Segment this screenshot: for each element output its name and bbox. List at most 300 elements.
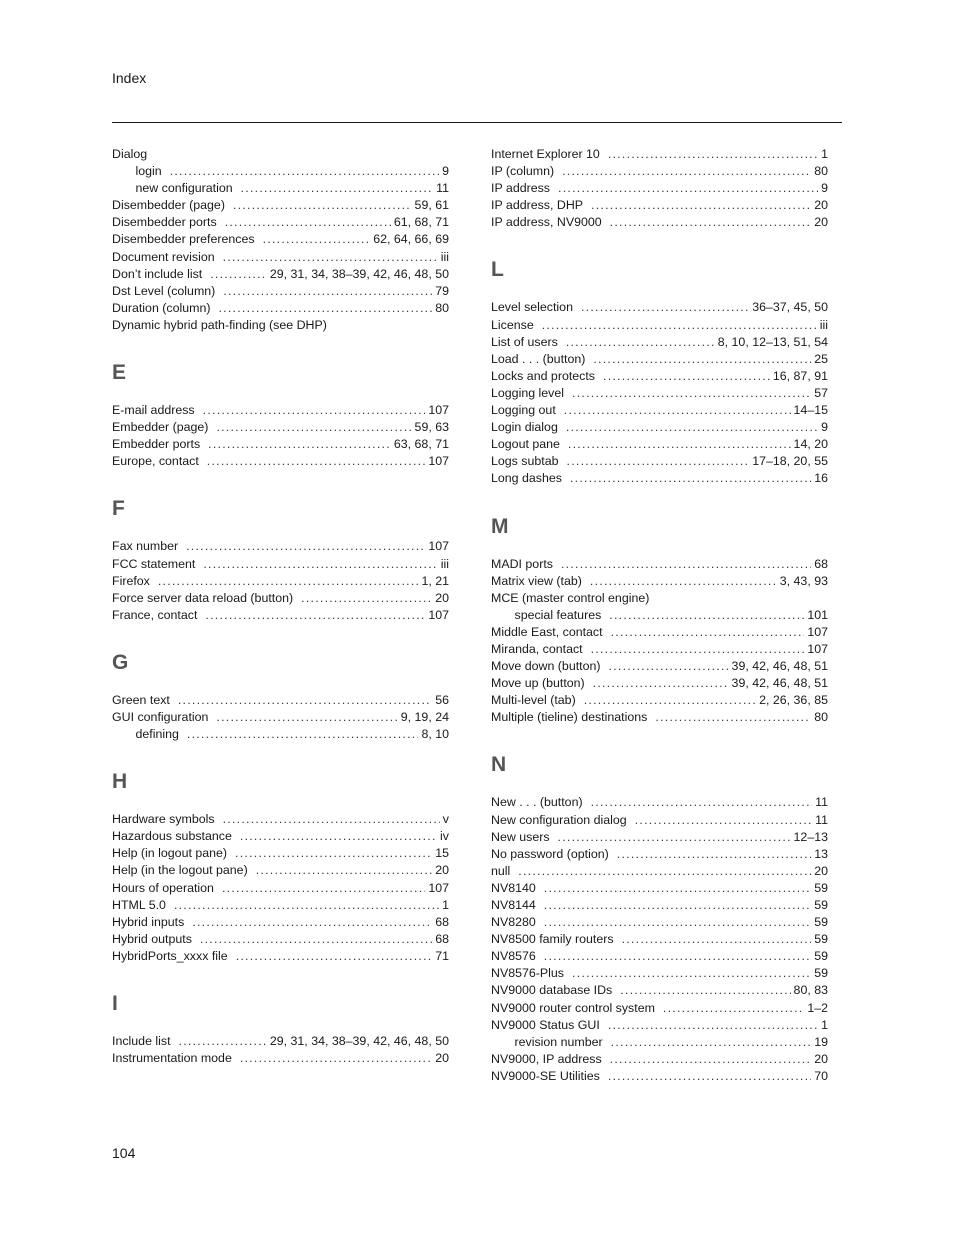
dot-leader [203, 402, 426, 419]
entry-page-numbers: 8, 10 [421, 727, 449, 742]
entry-term: NV9000 database IDs [491, 983, 613, 998]
entry-page-numbers: 107 [428, 607, 449, 622]
dot-leader [203, 556, 437, 573]
dot-leader [591, 641, 805, 658]
dot-leader [610, 214, 812, 231]
index-entry [491, 863, 828, 880]
entry-term: Document revision [112, 249, 215, 264]
index-entry [491, 709, 828, 726]
index-entry [491, 317, 828, 334]
dot-leader [655, 709, 811, 726]
index-entry [491, 163, 828, 180]
entry-term: License [491, 317, 534, 332]
index-entry [491, 1051, 828, 1068]
entry-page-numbers: 13 [814, 846, 828, 861]
entry-page-numbers: 19 [814, 1034, 828, 1049]
entry-page-numbers: 14, 20 [793, 437, 828, 452]
index-entry [112, 197, 449, 214]
entry-page-numbers: v [442, 812, 449, 827]
index-entry [112, 231, 449, 248]
entry-page-numbers: 14–15 [793, 403, 828, 418]
entry-page-numbers: 17–18, 20, 55 [752, 454, 828, 469]
entry-page-numbers: 29, 31, 34, 38–39, 42, 46, 48, 50 [269, 1034, 449, 1048]
entry-page-numbers: 3, 43, 93 [779, 573, 828, 588]
entry-page-numbers: 101 [807, 607, 828, 622]
index-section [491, 255, 828, 487]
dot-leader [561, 556, 811, 573]
dot-leader [223, 249, 438, 266]
entry-page-numbers: 59, 63 [414, 420, 449, 435]
dot-leader [158, 573, 419, 590]
entry-term: Multi-level (tab) [491, 693, 576, 708]
entry-term: Move up (button) [491, 676, 585, 691]
index-entry [112, 897, 449, 914]
index-entry [491, 334, 828, 351]
entry-term: Hours of operation [112, 880, 214, 895]
dot-leader [174, 897, 439, 914]
entry-page-numbers: 1 [442, 897, 449, 912]
entry-term: Load . . . (button) [491, 351, 586, 366]
index-entry [491, 692, 828, 709]
entry-term: Disembedder preferences [112, 232, 255, 247]
entry-term: Internet Explorer 10 [491, 147, 600, 161]
index-section [491, 512, 828, 727]
index-entry [112, 948, 449, 965]
dot-leader [608, 146, 818, 163]
entry-term: France, contact [112, 607, 198, 622]
entry-page-numbers: 59 [814, 880, 828, 895]
entry-page-numbers: 2, 26, 36, 85 [759, 693, 828, 708]
dot-leader [608, 1068, 811, 1085]
entry-term: FCC statement [112, 556, 196, 571]
entry-page-numbers: 1 [821, 147, 828, 161]
dot-leader [518, 863, 811, 880]
dot-leader [593, 351, 811, 368]
index-section [112, 989, 449, 1067]
dot-leader [240, 1050, 432, 1067]
dot-leader [622, 931, 812, 948]
entry-page-numbers: 36–37, 45, 50 [752, 300, 828, 315]
entry-page-numbers: 68 [435, 931, 449, 946]
section-letter-heading: G [112, 650, 129, 674]
index-entry [491, 624, 828, 641]
dot-leader [611, 1034, 812, 1051]
dot-leader [216, 419, 411, 436]
index-entry [491, 453, 828, 470]
page-number: 104 [112, 1145, 136, 1161]
entry-page-numbers: 68 [814, 556, 828, 571]
section-letter-heading: H [112, 770, 128, 794]
index-entry [491, 180, 828, 197]
entry-term: Miranda, contact [491, 641, 583, 656]
entry-page-numbers: 12–13 [793, 829, 828, 844]
dot-leader [263, 231, 371, 248]
index-section [112, 494, 449, 623]
index-entry [491, 948, 828, 965]
entry-page-numbers: 1 [821, 1017, 828, 1032]
entry-page-numbers: 59, 61 [414, 198, 449, 213]
entry-term: NV8576-Plus [491, 966, 565, 981]
entry-page-numbers: 11 [815, 795, 828, 810]
entry-term: IP address, NV9000 [491, 215, 602, 230]
dot-leader [544, 914, 811, 931]
entry-term: null [491, 863, 511, 878]
index-entry [491, 299, 828, 316]
section-letter-heading: I [112, 992, 118, 1015]
entry-term: NV9000 Status GUI [491, 1017, 600, 1032]
entry-page-numbers: 80 [814, 164, 828, 179]
index-entry [491, 914, 828, 931]
index-section [491, 146, 828, 231]
index-entry [112, 317, 449, 334]
entry-page-numbers: 20 [814, 215, 828, 230]
dot-leader [218, 300, 432, 317]
entry-term: Hardware symbols [112, 812, 215, 827]
entry-term: MCE (master control engine) [491, 590, 650, 605]
dot-leader [591, 197, 811, 214]
index-entry [491, 146, 828, 163]
section-letter-heading: N [491, 753, 507, 777]
entry-term: Force server data reload (button) [112, 590, 294, 605]
dot-leader [572, 385, 811, 402]
entry-term: IP address [491, 181, 551, 196]
dot-leader [223, 283, 432, 300]
index-section [112, 767, 449, 965]
dot-leader [568, 436, 791, 453]
entry-term: New users [491, 829, 550, 844]
entry-term: Move down (button) [491, 659, 601, 674]
entry-page-numbers: 107 [428, 539, 449, 554]
index-entry [112, 1050, 449, 1067]
index-entry [491, 658, 828, 675]
index-entry [491, 436, 828, 453]
dot-leader [635, 812, 812, 829]
entry-term: Logout pane [491, 437, 560, 452]
dot-leader [566, 334, 715, 351]
entry-page-numbers: 79 [435, 283, 449, 298]
index-entry [491, 402, 828, 419]
section-letter-heading: F [112, 497, 125, 521]
entry-term: No password (option) [491, 846, 609, 861]
entry-term: Disembedder ports [112, 215, 217, 230]
entry-term: NV8140 [491, 880, 536, 895]
entry-page-numbers: 68 [435, 914, 449, 929]
index-entry [491, 1017, 828, 1034]
entry-term: Level selection [491, 300, 573, 315]
dot-leader [567, 453, 750, 470]
index-entry [112, 811, 449, 828]
entry-page-numbers: 20 [814, 198, 828, 213]
entry-term: Hybrid outputs [112, 931, 192, 946]
index-entry [112, 266, 449, 283]
dot-leader [301, 590, 432, 607]
dot-leader [558, 180, 818, 197]
dot-leader [233, 197, 412, 214]
index-section [112, 648, 449, 743]
index-entry [112, 283, 449, 300]
entry-page-numbers: 1–2 [807, 1000, 828, 1015]
entry-term: HybridPorts_xxxx file [112, 948, 228, 963]
index-entry [491, 965, 828, 982]
dot-leader [207, 453, 426, 470]
dot-leader [210, 266, 267, 283]
index-entry [112, 692, 449, 709]
entry-page-numbers: 9 [442, 164, 449, 179]
index-section [112, 146, 449, 334]
index-column-right [491, 146, 828, 1085]
index-entry [491, 1068, 828, 1085]
index-entry [112, 556, 449, 573]
dot-leader [570, 470, 811, 487]
entry-page-numbers: 61, 68, 71 [393, 215, 449, 230]
dot-leader [572, 965, 811, 982]
entry-term: Hazardous substance [112, 829, 232, 844]
index-column-left [112, 146, 449, 1067]
dot-leader [256, 862, 433, 879]
index-entry [491, 829, 828, 846]
dot-leader [240, 828, 437, 845]
entry-term: NV9000, IP address [491, 1051, 602, 1066]
entry-page-numbers: 107 [807, 641, 828, 656]
entry-page-numbers: iii [440, 249, 449, 264]
dot-leader [581, 299, 749, 316]
dot-leader [235, 845, 432, 862]
entry-term: Middle East, contact [491, 624, 603, 639]
entry-term: Help (in logout pane) [112, 846, 228, 861]
entry-page-numbers: 11 [436, 181, 449, 196]
entry-page-numbers: 1, 21 [421, 573, 449, 588]
entry-term: NV8280 [491, 915, 536, 930]
entry-term: Don’t include list [112, 266, 203, 281]
entry-term: Matrix view (tab) [491, 573, 582, 588]
index-entry [112, 1033, 449, 1050]
entry-page-numbers: 16 [814, 471, 828, 486]
index-entry [491, 214, 828, 231]
dot-leader [225, 214, 391, 231]
entry-page-numbers: 62, 64, 66, 69 [373, 232, 449, 247]
entry-term: Embedder ports [112, 437, 201, 452]
index-entry [112, 538, 449, 555]
entry-page-numbers: 11 [815, 812, 828, 827]
dot-leader [591, 794, 813, 811]
dot-leader [544, 948, 811, 965]
entry-term: new configuration [135, 181, 233, 196]
entry-page-numbers: 9, 19, 24 [400, 709, 449, 724]
entry-term: Instrumentation mode [112, 1051, 232, 1066]
entry-page-numbers: 71 [435, 948, 449, 963]
entry-term: Disembedder (page) [112, 198, 225, 213]
dot-leader [609, 658, 729, 675]
entry-term: Firefox [112, 573, 150, 588]
index-entry [112, 573, 449, 590]
entry-page-numbers: 20 [814, 1051, 828, 1066]
entry-page-numbers: 59 [814, 966, 828, 981]
entry-term: List of users [491, 334, 558, 349]
index-entry [491, 351, 828, 368]
dot-leader [192, 914, 432, 931]
entry-term: defining [135, 727, 179, 742]
dot-leader [566, 419, 818, 436]
dot-leader [186, 538, 425, 555]
dot-leader [223, 811, 440, 828]
index-entry [491, 641, 828, 658]
entry-page-numbers: 107 [807, 624, 828, 639]
dot-leader [593, 675, 729, 692]
entry-term: Dst Level (column) [112, 283, 216, 298]
dot-leader [584, 692, 756, 709]
entry-page-numbers: 107 [428, 454, 449, 469]
entry-page-numbers: 59 [814, 898, 828, 912]
index-entry [112, 436, 449, 453]
index-entry [491, 675, 828, 692]
index-entry [112, 607, 449, 624]
dot-leader [542, 317, 817, 334]
index-entry [491, 931, 828, 948]
dot-leader [603, 368, 770, 385]
dot-leader [208, 436, 391, 453]
dot-leader [620, 982, 790, 999]
entry-term: Long dashes [491, 471, 562, 486]
dot-leader [241, 180, 434, 197]
index-entry [491, 982, 828, 999]
entry-page-numbers: 59 [814, 915, 828, 930]
entry-page-numbers: 80, 83 [793, 983, 828, 998]
entry-page-numbers: iv [440, 829, 449, 844]
entry-term: IP address, DHP [491, 198, 584, 213]
entry-term: New . . . (button) [491, 795, 583, 810]
section-letter-heading: L [491, 258, 504, 282]
entry-term: Locks and protects [491, 368, 596, 383]
entry-page-numbers: 59 [814, 949, 828, 964]
dot-leader [562, 163, 811, 180]
index-entry [491, 1000, 828, 1017]
index-subentry [112, 180, 449, 197]
entry-page-numbers: 107 [428, 403, 449, 418]
entry-term: Dynamic hybrid path-finding (see DHP) [112, 317, 327, 332]
entry-term: NV9000 router control system [491, 1000, 655, 1015]
header-rule [112, 122, 842, 123]
index-subentry [112, 163, 449, 180]
dot-leader [222, 880, 425, 897]
entry-term: Include list [112, 1034, 171, 1048]
index-entry [491, 197, 828, 214]
running-header: Index [112, 70, 147, 86]
entry-term: Login dialog [491, 420, 558, 435]
dot-leader [544, 897, 811, 914]
entry-page-numbers: 9 [821, 420, 828, 435]
index-entry [491, 573, 828, 590]
entry-page-numbers: 56 [435, 692, 449, 707]
index-section [491, 750, 828, 1085]
index-entry [112, 146, 449, 163]
entry-term: Logging out [491, 403, 556, 418]
index-entry [112, 300, 449, 317]
index-entry [491, 470, 828, 487]
entry-page-numbers: 20 [435, 1051, 449, 1066]
index-entry [491, 846, 828, 863]
section-letter-heading: E [112, 361, 127, 385]
dot-leader [610, 1051, 812, 1068]
dot-leader [187, 726, 419, 743]
entry-page-numbers: 80 [435, 300, 449, 315]
entry-page-numbers: iii [440, 556, 449, 571]
entry-term: Dialog [112, 147, 148, 161]
index-entry [112, 453, 449, 470]
entry-page-numbers: iii [819, 317, 828, 332]
entry-term: NV8144 [491, 898, 536, 912]
index-entry [491, 880, 828, 897]
entry-term: NV8500 family routers [491, 932, 614, 947]
index-entry [112, 914, 449, 931]
dot-leader [611, 624, 805, 641]
dot-leader [170, 163, 439, 180]
dot-leader [564, 402, 791, 419]
entry-page-numbers: 9 [821, 181, 828, 196]
section-letter-heading: M [491, 514, 509, 538]
index-entry [112, 214, 449, 231]
entry-term: Green text [112, 692, 170, 707]
entry-page-numbers: 25 [814, 351, 828, 366]
entry-term: MADI ports [491, 556, 553, 571]
dot-leader [544, 880, 811, 897]
index-subentry [112, 726, 449, 743]
index-entry [491, 812, 828, 829]
entry-term: GUI configuration [112, 709, 209, 724]
entry-term: Europe, contact [112, 454, 199, 469]
entry-term: Duration (column) [112, 300, 211, 315]
index-entry [491, 385, 828, 402]
dot-leader [178, 692, 432, 709]
dot-leader [609, 607, 804, 624]
index-subentry [491, 1034, 828, 1051]
dot-leader [179, 1033, 267, 1050]
entry-page-numbers: 20 [814, 863, 828, 878]
entry-term: New configuration dialog [491, 812, 627, 827]
index-entry [112, 590, 449, 607]
index-section [112, 358, 449, 470]
index-entry [491, 419, 828, 436]
entry-term: Multiple (tieline) destinations [491, 710, 648, 725]
entry-term: Fax number [112, 539, 179, 554]
entry-term: Hybrid inputs [112, 914, 185, 929]
index-entry [491, 794, 828, 811]
entry-page-numbers: 20 [435, 863, 449, 878]
entry-term: Embedder (page) [112, 420, 209, 435]
index-subentry [491, 607, 828, 624]
entry-page-numbers: 70 [814, 1068, 828, 1083]
entry-page-numbers: 8, 10, 12–13, 51, 54 [717, 334, 828, 349]
index-entry [491, 556, 828, 573]
dot-leader [617, 846, 811, 863]
index-entry [112, 880, 449, 897]
index-entry [112, 862, 449, 879]
index-entry [491, 897, 828, 914]
dot-leader [216, 709, 397, 726]
entry-term: login [135, 164, 162, 179]
dot-leader [236, 948, 433, 965]
dot-leader [608, 1017, 818, 1034]
dot-leader [200, 931, 432, 948]
index-entry [112, 931, 449, 948]
entry-page-numbers: 107 [428, 880, 449, 895]
index-entry [112, 828, 449, 845]
entry-page-numbers: 80 [814, 710, 828, 725]
entry-page-numbers: 15 [435, 846, 449, 861]
entry-term: special features [514, 607, 602, 622]
index-entry [112, 402, 449, 419]
entry-term: E-mail address [112, 403, 195, 418]
entry-term: NV8576 [491, 949, 536, 964]
